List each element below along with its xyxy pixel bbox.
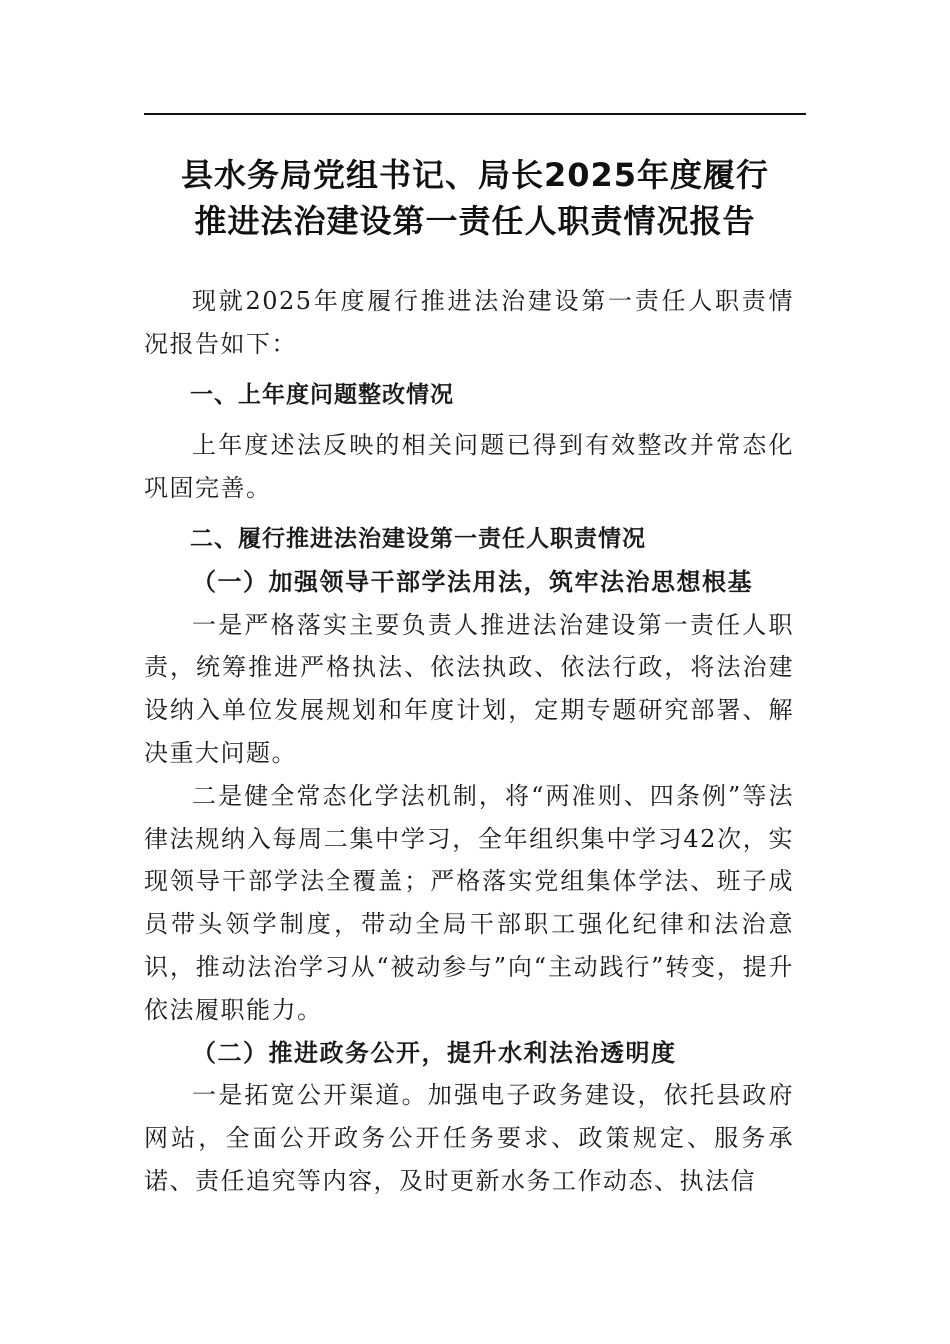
document-body <box>144 280 794 1203</box>
intro-paragraph: 现就2025年度履行推进法治建设第一责任人职责情况报告如下： <box>144 287 794 358</box>
subsection-1-paragraph-1: 一是严格落实主要负责人推进法治建设第一责任人职责，统筹推进严格执法、依法执政、依法行政，将法治建设纳入单位发展规划和年度计划，定期专题研究部署、解决重大问题。 <box>144 610 794 767</box>
document-title <box>144 152 806 244</box>
header-rule <box>144 113 806 115</box>
subsection-1-heading: （一）加强领导干部学法用法，筑牢法治思想根基 <box>192 566 753 596</box>
subsection-2-paragraph-1: 一是拓宽公开渠道。加强电子政务建设，依托县政府网站，全面公开政务公开任务要求、政策规定、服务承诺、责任追究等内容，及时更新水务工作动态、执法信 <box>144 1081 794 1195</box>
title-line-2: 推进法治建设第一责任人职责情况报告 <box>194 202 756 240</box>
section-1-paragraph: 上年度述法反映的相关问题已得到有效整改并常态化巩固完善。 <box>144 431 794 503</box>
section-1-heading: 一、上年度问题整改情况 <box>190 381 454 408</box>
subsection-2-heading: （二）推进政务公开，提升水利法治透明度 <box>192 1037 677 1067</box>
subsection-1-paragraph-2: 二是健全常态化学法机制，将“两准则、四条例”等法律法规纳入每周二集中学习，全年组织集中学习42次，实现领导干部学法全覆盖；严格落实党组集体学法、班子成员带头领学制度，带动全局干部职工强化纪律和法治意识，推动法治学习从“被动参与”向“主动践行”转变，提升依法履职能力。 <box>144 781 794 1024</box>
title-line-1: 县水务局党组书记、局长2025年度履行 <box>180 156 770 194</box>
section-2-heading: 二、履行推进法治建设第一责任人职责情况 <box>190 525 646 552</box>
